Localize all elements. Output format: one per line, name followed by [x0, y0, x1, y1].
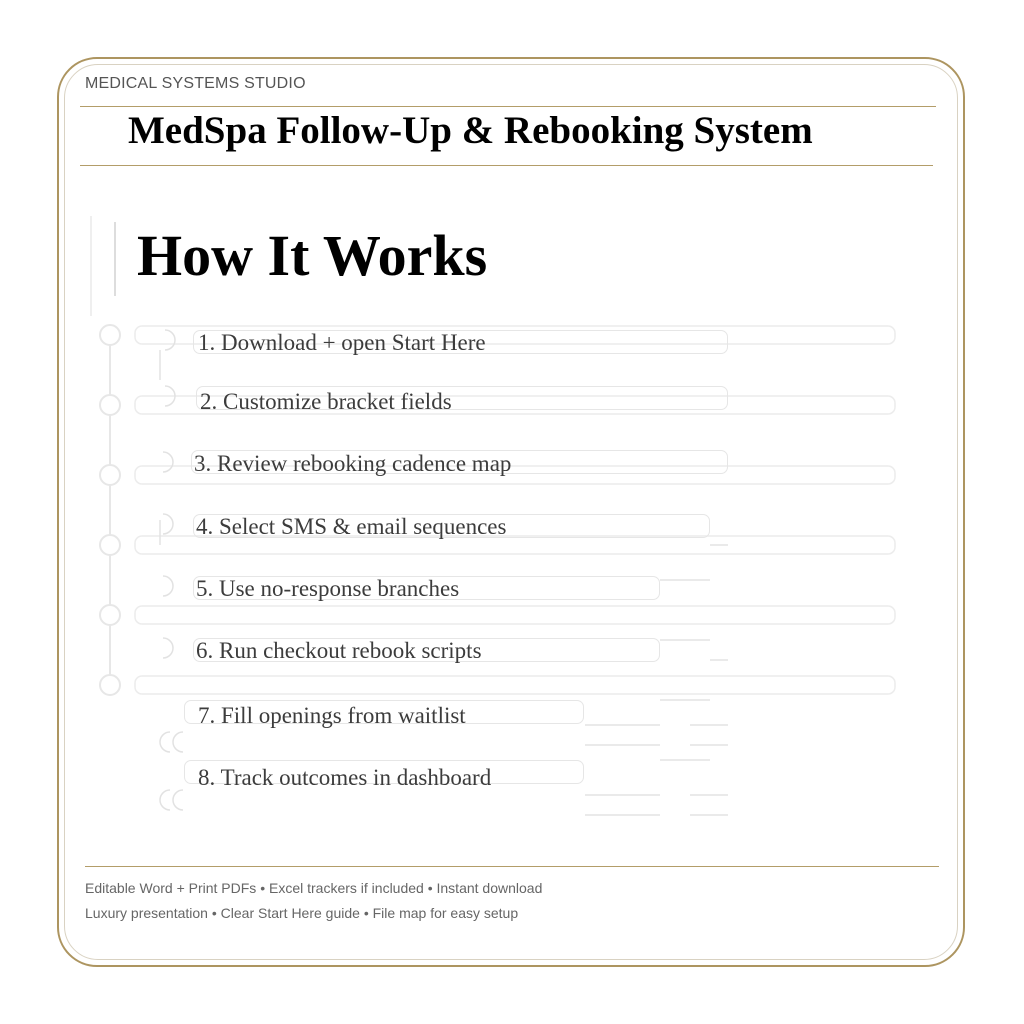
footer-line-1: Editable Word + Print PDFs • Excel trackers if included • Instant download — [85, 880, 543, 896]
footer-rule — [85, 866, 939, 867]
footer-line-2: Luxury presentation • Clear Start Here guide • File map for easy setup — [85, 905, 519, 921]
page-title: MedSpa Follow-Up & Rebooking System — [128, 109, 813, 152]
step-3: 3. Review rebooking cadence map — [194, 451, 512, 476]
step-8: 8. Track outcomes in dashboard — [198, 765, 492, 790]
section-heading: How It Works — [137, 223, 488, 288]
step-5: 5. Use no-response branches — [196, 576, 460, 601]
step-4: 4. Select SMS & email sequences — [196, 514, 507, 539]
step-2: 2. Customize bracket fields — [200, 389, 452, 414]
step-7: 7. Fill openings from waitlist — [198, 703, 466, 728]
step-1: 1. Download + open Start Here — [198, 330, 486, 355]
brand-label: MEDICAL SYSTEMS STUDIO — [85, 75, 306, 92]
step-6: 6. Run checkout rebook scripts — [196, 638, 482, 663]
